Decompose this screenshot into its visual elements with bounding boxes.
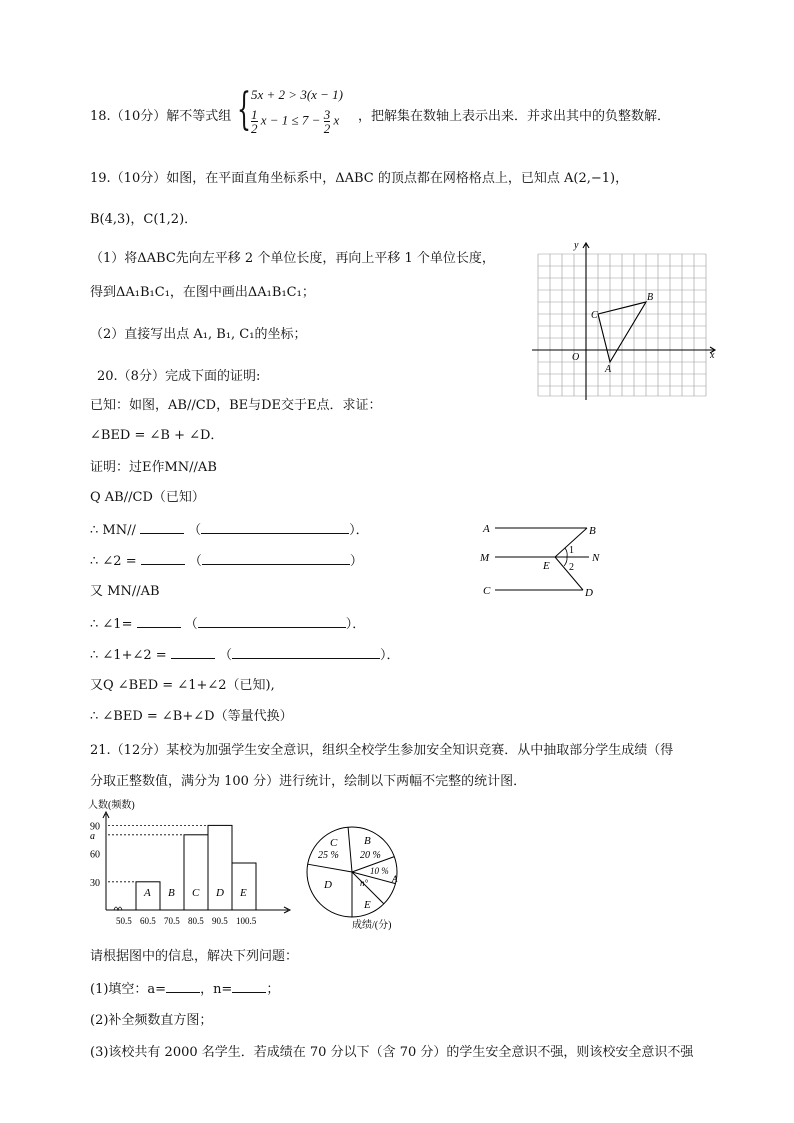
label-e: E bbox=[543, 560, 550, 572]
q20-proof: 证明：过E作MN//AB bbox=[90, 460, 217, 475]
q21-ask: 请根据图中的信息，解决下列问题： bbox=[90, 949, 299, 964]
label-m: M bbox=[480, 552, 490, 564]
q19-part2: （2）直接写出点 A₁, B₁, C₁的坐标； bbox=[90, 327, 307, 342]
label-b: B bbox=[589, 525, 596, 537]
point-c-label: C bbox=[591, 310, 598, 321]
reason-blank[interactable] bbox=[202, 552, 350, 565]
pie-label: B bbox=[364, 835, 371, 847]
q18-brace: { bbox=[237, 84, 251, 135]
answer-blank[interactable] bbox=[137, 615, 181, 628]
axes bbox=[532, 243, 715, 400]
answer-blank-a[interactable] bbox=[166, 980, 200, 993]
parallel-lines-figure bbox=[475, 518, 615, 604]
x-tick-label: 90.5 bbox=[212, 916, 228, 926]
q20-given2: ∠BED = ∠B + ∠D． bbox=[90, 428, 224, 443]
pie-label: E bbox=[364, 899, 371, 911]
q21-line1: 21.（12分）某校为加强学生安全意识，组织全校学生参加安全知识竞赛．从中抽取部分学生成绩（得 bbox=[90, 743, 674, 758]
histogram-y-label: 人数(频数) bbox=[88, 800, 135, 811]
label-d: D bbox=[585, 587, 593, 599]
q20-step6: ∴ ∠1+∠2 = （ ）． bbox=[90, 648, 400, 663]
reason-blank[interactable] bbox=[198, 615, 346, 628]
q18-head: 18.（10分）解不等式组 bbox=[90, 109, 232, 124]
origin-label: O bbox=[572, 352, 580, 363]
bar-category-label: E bbox=[240, 887, 247, 899]
y-tick-label: a bbox=[90, 830, 95, 842]
reason-blank[interactable] bbox=[232, 646, 380, 659]
x-tick-label: 60.5 bbox=[140, 916, 156, 926]
point-b-label: B bbox=[647, 292, 654, 303]
x-tick-label: 80.5 bbox=[188, 916, 204, 926]
q20-step2: ∴ MN// （ ）． bbox=[90, 523, 369, 538]
pie-label: 20 % bbox=[360, 850, 381, 861]
q20-step4: 又 MN//AB bbox=[90, 584, 160, 599]
reason-blank[interactable] bbox=[201, 521, 349, 534]
bar-category-label: A bbox=[144, 887, 151, 899]
bar-category-label: B bbox=[168, 887, 175, 899]
label-angle-2: 2 bbox=[569, 562, 574, 573]
frequency-histogram bbox=[86, 796, 296, 932]
pie-label: n° bbox=[360, 878, 369, 888]
y-tick-label: 60 bbox=[90, 849, 100, 861]
q18-tail: ，把解集在数轴上表示出来．并求出其中的负整数解． bbox=[358, 109, 671, 124]
answer-blank[interactable] bbox=[171, 646, 215, 659]
q21-part2: (2)补全频数直方图； bbox=[90, 1013, 213, 1028]
q19-line1: 19.（10分）如图，在平面直角坐标系中，ΔABC 的顶点都在网格格点上，已知点 A(2,−1)， bbox=[90, 171, 629, 186]
answer-blank[interactable] bbox=[141, 552, 185, 565]
q19-line2: B(4,3)，C(1,2)． bbox=[90, 212, 198, 227]
q18-ineq2: $\frac{1}{2}$ x − 1 ≤ 7 − $\frac{3}{2}$ x bbox=[251, 107, 340, 136]
x-axis-label: x bbox=[710, 350, 715, 361]
pie-label: D bbox=[324, 879, 332, 891]
point-a-label: A bbox=[605, 364, 612, 375]
y-tick-label: 30 bbox=[90, 877, 100, 889]
label-a: A bbox=[483, 523, 490, 535]
x-tick-label: 50.5 bbox=[116, 916, 132, 926]
x-tick-label: 70.5 bbox=[164, 916, 180, 926]
q18-ineq1: 5x + 2 > 3(x − 1) bbox=[251, 87, 344, 102]
coordinate-grid-figure bbox=[530, 238, 720, 400]
q21-part1: (1)填空：a= ，n= ； bbox=[90, 982, 280, 997]
q19-part1a: （1）将ΔABC先向左平移 2 个单位长度，再向上平移 1 个单位长度， bbox=[90, 251, 495, 266]
bar-category-label: C bbox=[192, 887, 200, 899]
pie-label: A bbox=[392, 874, 398, 884]
y-tick-label: 90 bbox=[90, 821, 100, 833]
q20-given1: 已知：如图，AB//CD，BE与DE交于E点．求证： bbox=[90, 398, 382, 413]
q19-part1b: 得到ΔA₁B₁C₁，在图中画出ΔA₁B₁C₁； bbox=[90, 285, 315, 300]
pie-label: C bbox=[330, 837, 338, 849]
x-tick-label: 100.5 bbox=[236, 916, 257, 926]
q20-step1: Q AB//CD（已知） bbox=[90, 490, 205, 505]
pie-xlabel: 成绩/(分) bbox=[352, 920, 392, 931]
label-n: N bbox=[592, 552, 600, 564]
answer-blank[interactable] bbox=[140, 521, 184, 534]
q20-head: 20.（8分）完成下面的证明: bbox=[97, 369, 261, 384]
bar-category-label: D bbox=[216, 887, 224, 899]
answer-blank-n[interactable] bbox=[232, 980, 266, 993]
pie-chart bbox=[300, 824, 410, 934]
label-angle-1: 1 bbox=[569, 545, 574, 556]
label-c: C bbox=[483, 585, 491, 597]
q20-step8: ∴ ∠BED = ∠B+∠D（等量代换） bbox=[90, 709, 293, 724]
y-axis-label: y bbox=[574, 240, 579, 251]
q21-line2: 分取正整数值，满分为 100 分）进行统计，绘制以下两幅不完整的统计图． bbox=[90, 774, 527, 789]
q21-part3: (3)该校共有 2000 名学生．若成绩在 70 分以下（含 70 分）的学生安全意识不强，则该校安全意识不强 bbox=[90, 1045, 694, 1060]
pie-label: 25 % bbox=[318, 850, 339, 861]
q20-step7: 又Q ∠BED = ∠1+∠2（已知), bbox=[90, 678, 275, 693]
q20-step3: ∴ ∠2 = （ ） bbox=[90, 554, 363, 569]
grid-lines bbox=[538, 254, 706, 396]
pie-label: 10 % bbox=[370, 866, 389, 876]
q20-step5: ∴ ∠1= （ ）． bbox=[90, 617, 366, 632]
